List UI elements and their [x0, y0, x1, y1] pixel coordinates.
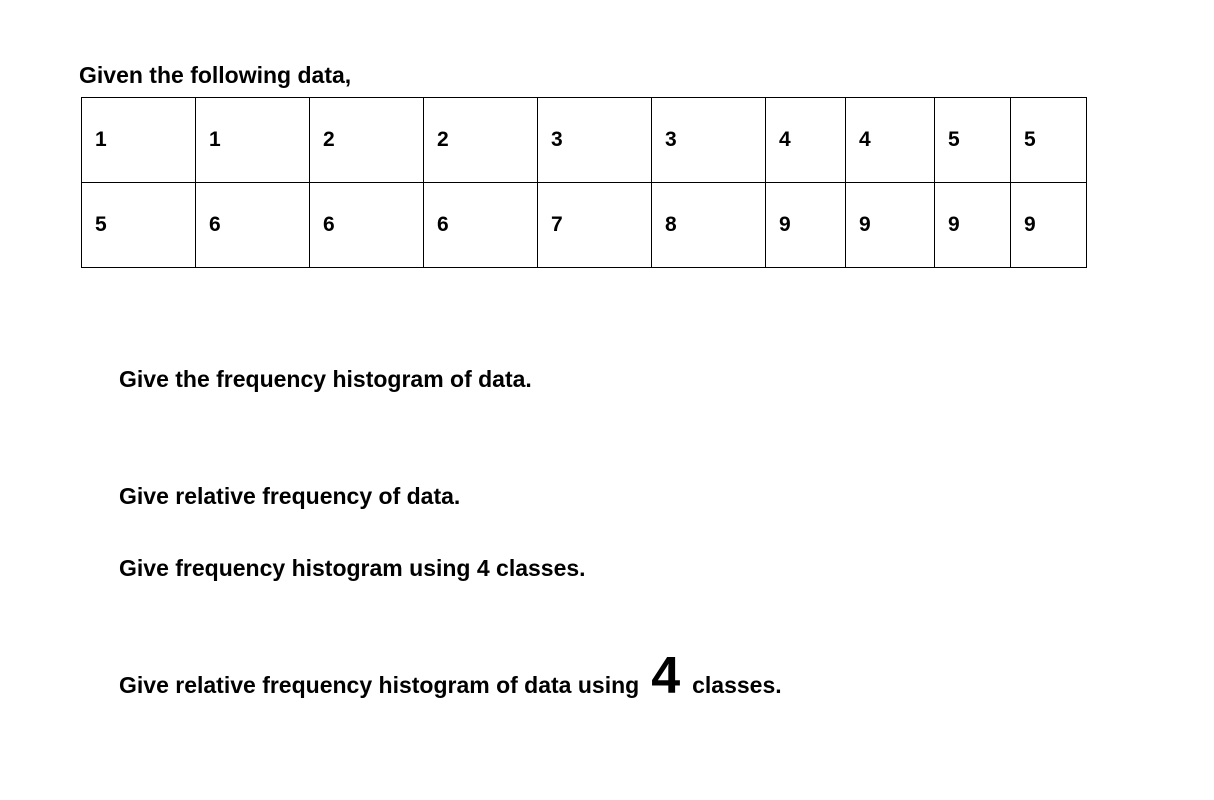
table-cell: 3 — [652, 98, 766, 183]
table-cell: 9 — [1011, 183, 1087, 268]
question-frequency-histogram: Give the frequency histogram of data. — [119, 366, 532, 392]
question-text-end: classes. — [692, 672, 782, 698]
table-cell: 6 — [424, 183, 538, 268]
table-row — [82, 183, 1087, 268]
question-relative-frequency: Give relative frequency of data. — [119, 483, 461, 509]
table-cell: 1 — [82, 98, 196, 183]
table-cell: 8 — [652, 183, 766, 268]
table-cell: 2 — [424, 98, 538, 183]
table-cell: 2 — [310, 98, 424, 183]
question-frequency-histogram-classes: Give frequency histogram using 4 classes. — [119, 555, 586, 581]
table-cell: 6 — [196, 183, 310, 268]
table-cell: 5 — [82, 183, 196, 268]
table-cell: 1 — [196, 98, 310, 183]
data-table — [81, 97, 1087, 268]
intro-text: Given the following data, — [79, 62, 352, 88]
table-cell: 3 — [538, 98, 652, 183]
table-cell: 4 — [766, 98, 846, 183]
table-cell: 5 — [935, 98, 1011, 183]
table-cell: 9 — [846, 183, 935, 268]
class-count-number: 4 — [651, 647, 681, 705]
table-cell: 9 — [766, 183, 846, 268]
table-cell: 5 — [1011, 98, 1087, 183]
table-cell: 7 — [538, 183, 652, 268]
table-cell: 6 — [310, 183, 424, 268]
question-text-start: Give relative frequency histogram of data using — [119, 672, 640, 698]
table-row — [82, 98, 1087, 183]
table-cell: 9 — [935, 183, 1011, 268]
question-relative-frequency-histogram-classes — [119, 646, 782, 706]
table-cell: 4 — [846, 98, 935, 183]
